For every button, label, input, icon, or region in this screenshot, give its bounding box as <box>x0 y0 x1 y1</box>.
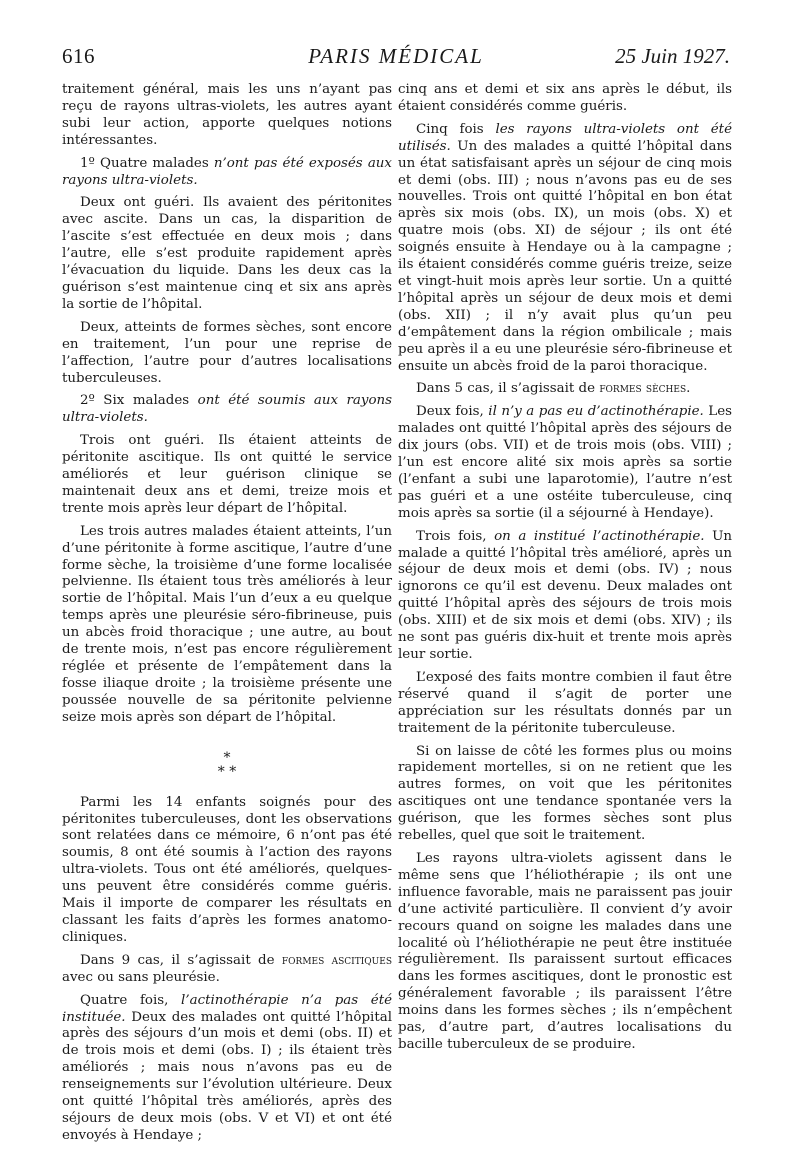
section-separator-asterism: * * * <box>217 749 237 780</box>
paragraph: Deux fois, il n’y a pas eu d’actinothérapie. Les malades ont quitté l’hôpital après des séjours de dix jours (obs. VII) et de trois mois (obs. VIII) ; l’un est encore alité six mois après sa sortie (l’enfant a subi une laparotomie), l’autre n’est pas guéri et a une ostéite tuberculeuse, cinq mois après sa sortie (il a séjourné à Hendaye). <box>398 404 732 521</box>
paragraph: Parmi les 14 enfants soignés pour des péritonites tuberculeuses, dont les observations sont relatées dans ce mémoire, 6 n’ont pas été soumis, 8 ont été soumis à l’action des rayons ultra-violets. Tous ont été améliorés, quelques-uns peuvent être considérés comme guéris. Mais il importe de comparer les résultats en classant les faits d’après les formes anatomo-cliniques. <box>62 794 392 945</box>
running-title: PARIS MÉDICAL <box>308 44 484 68</box>
paragraph: traitement général, mais les uns n’ayant pas reçu de rayons ultras-violets, les autres ayant subi leur action, apporte quelques notions intéressantes. <box>62 82 392 148</box>
right-column <box>398 82 732 1060</box>
paragraph: Les rayons ultra-violets agissent dans le même sens que l’héliothérapie ; ils ont une influence favorable, mais ne paraissent pas jouir d’une activité particulière. Il convient d’y avoir recours quand on soigne les malades dans une localité où l’héliothérapie ne peut être instituée régulièrement. Ils paraissent surtout efficaces dans les formes ascitiques, dont le pronostic est généralement favorable ; ils paraissent l’être moins dans les formes sèches ; ils n’empêchent pas, d’autre part, d’autres localisations du bacille tuberculeux de se produire. <box>398 850 732 1052</box>
issue-date: 25 Juin 1927. <box>615 44 730 68</box>
paragraph: Dans 9 cas, il s’agissait de formes ascitiques avec ou sans pleurésie. <box>62 952 392 985</box>
left-column <box>62 82 392 1151</box>
paragraph: Deux ont guéri. Ils avaient des péritonites avec ascite. Dans un cas, la disparition de l’ascite s’est effectuée en deux mois ; dans l’autre, elle s’est produite rapidement après l’évacuation du liquide. Dans les deux cas la guérison s’est maintenue cinq et six ans après la sortie de l’hôpital. <box>62 195 392 312</box>
paragraph: 2º Six malades ont été soumis aux rayons ultra-violets. <box>62 393 392 426</box>
paragraph: Quatre fois, l’actinothérapie n’a pas été instituée. Deux des malades ont quitté l’hôpital après des séjours d’un mois et demi (obs. II) et de trois mois et demi (obs. I) ; ils étaient très améliorés ; mais nous n’avons pas eu de renseignements sur l’évolution ultérieure. Deux ont quitté l’hôpital très améliorés, après des séjours de deux mois (obs. V et VI) et ont été envoyés à Hendaye ; <box>62 992 393 1143</box>
paragraph: Si on laisse de côté les formes plus ou moins rapidement mortelles, si on ne retient que les autres formes, on voit que les péritonites ascitiques ont une tendance spontanée vers la guérison, que les formes sèches sont plus rebelles, quel que soit le traitement. <box>398 743 732 844</box>
paragraph: Deux, atteints de formes sèches, sont encore en traitement, l’un pour une reprise de l’affection, l’autre pour d’autres localisations tuberculeuses. <box>62 319 392 386</box>
page-number: 616 <box>62 44 95 68</box>
page-header <box>62 40 730 74</box>
paragraph: cinq ans et demi et six ans après le début, ils étaient considérés comme guéris. <box>398 82 732 114</box>
paragraph: L’exposé des faits montre combien il faut être réservé quand il s’agit de porter une appréciation sur les résultats donnés par un traitement de la péritonite tuberculeuse. <box>398 669 732 736</box>
paragraph: Dans 5 cas, il s’agissait de formes sèches. <box>416 381 691 397</box>
paragraph: Trois fois, on a institué l’actinothérapie. Un malade a quitté l’hôpital très amélioré, après un séjour de deux mois et demi (obs. IV) ; nous ignorons ce qu’il est devenu. Deux malades ont quitté l’hôpital après des séjours de trois mois (obs. XIII) et de six mois et demi (obs. XIV) ; ils ne sont pas guéris dix-huit et trente mois après leur sortie. <box>398 528 732 662</box>
paragraph: Trois ont guéri. Ils étaient atteints de péritonite ascitique. Ils ont quitté le service améliorés et leur guérison clinique se maintenait deux ans et demi, treize mois et trente mois après leur départ de l’hôpital. <box>62 433 392 516</box>
paragraph: 1º Quatre malades n’ont pas été exposés aux rayons ultra-violets. <box>62 155 392 188</box>
paragraph: Les trois autres malades étaient atteints, l’un d’une péritonite à forme ascitique, l’autre d’une forme sèche, la troisième d’une forme localisée pelvienne. Ils étaient tous très améliorés à leur sortie de l’hôpital. Mais l’un d’eux a eu quelque temps après une pleurésie séro-fibrineuse, puis un abcès froid thoracique ; une autre, au bout de trente mois, n’est pas encore régulièrement réglée et présente de l’empâtement dans la fosse iliaque droite ; la troisième présente une poussée nouvelle de sa péritonite pelvienne seize mois après son départ de l’hôpital. <box>62 523 392 725</box>
paragraph: Cinq fois les rayons ultra-violets ont été utilisés. Un des malades a quitté l’hôpital dans un état satisfaisant après un séjour de cinq mois et demi (obs. III) ; nous n’avons pas eu de ses nouvelles. Trois ont quitté l’hôpital en bon état après six mois (obs. IX), un mois (obs. X) et quatre mois (obs. XI) de séjour ; ils ont été soignés ensuite à Hendaye ou à la campagne ; ils étaient considérés comme guéris treize, seize et vingt-huit mois après leur sortie. Un a quitté l’hôpital après un séjour de deux mois et demi (obs. XII) ; il n’y avait plus qu’un peu d’empâtement dans la région ombilicale ; mais peu après il a eu une pleurésie séro-fibrineuse et ensuite un abcès froid de la paroi thoracique. <box>398 121 732 374</box>
